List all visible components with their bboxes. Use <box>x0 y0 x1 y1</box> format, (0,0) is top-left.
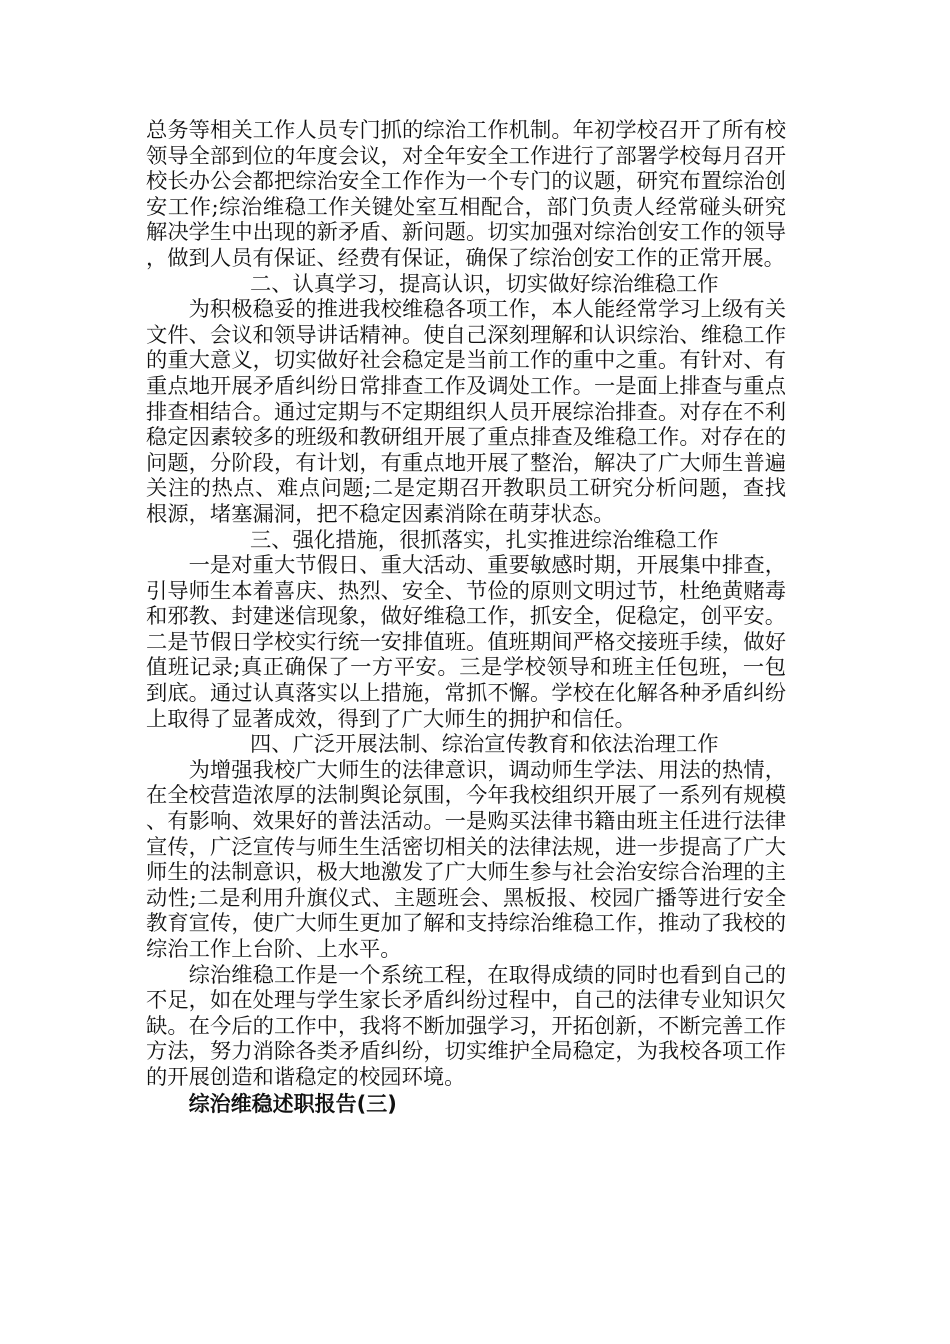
section-heading-2 <box>146 272 786 298</box>
section-title-2: 认真学习，提高认识，切实做好综治维稳工作 <box>292 271 719 297</box>
section-number-2: 二、 <box>250 271 293 297</box>
section-title-4: 广泛开展法制、综治宣传教育和依法治理工作 <box>292 732 719 758</box>
intro-paragraph: 总务等相关工作人员专门抓的综治工作机制。年初学校召开了所有校领导全部到位的年度会议，对全年安全工作进行了部署学校每月召开校长办公会都把综治安全工作作为一个专门的议题，研究布置综治创安工作;综治维稳工作关键处室互相配合，部门负责人经常碰头研究解决学生中出现的新矛盾、新问题。切实加强对综治创安工作的领导，做到人员有保证、经费有保证，确保了综治创安工作的正常开展。 <box>146 118 786 271</box>
section-title-3: 强化措施，很抓落实，扎实推进综治维稳工作 <box>292 527 719 553</box>
closing-paragraph: 综治维稳工作是一个系统工程，在取得成绩的同时也看到自己的不足，如在处理与学生家长矛盾纠纷过程中，自己的法律专业知识欠缺。在今后的工作中，我将不断加强学习，开拓创新，不断完善工作方法，努力消除各类矛盾纠纷，切实维护全局稳定，为我校各项工作的开展创造和谐稳定的校园环境。 <box>146 962 786 1090</box>
section-body-3: 一是对重大节假日、重大活动、重要敏感时期，开展集中排查，引导师生本着喜庆、热烈、安全、节俭的原则文明过节，杜绝黄赌毒和邪教、封建迷信现象，做好维稳工作，抓安全，促稳定，创平安。二是节假日学校实行统一安排值班。值班期间严格交接班手续，做好值班记录;真正确保了一方平安。三是学校领导和班主任包班，一包到底。通过认真落实以上措施，常抓不懈。学校在化解各种矛盾纠纷上取得了显著成效，得到了广大师生的拥护和信任。 <box>146 553 786 732</box>
section-heading-4 <box>146 732 786 758</box>
section-number-4: 四、 <box>250 732 293 758</box>
section-heading-3 <box>146 528 786 554</box>
section-number-3: 三、 <box>250 527 293 553</box>
document-body <box>146 118 786 1117</box>
next-report-title: 综治维稳述职报告(三) <box>188 1091 397 1116</box>
section-body-4: 为增强我校广大师生的法律意识，调动师生学法、用法的热情，在全校营造浓厚的法制舆论氛围，今年我校组织开展了一系列有规模、有影响、效果好的普法活动。一是购买法律书籍由班主任进行法律宣传，广泛宣传与师生生活密切相关的法律法规，进一步提高了广大师生的法制意识，极大地激发了广大师生参与社会治安综合治理的主动性;二是利用升旗仪式、主题班会、黑板报、校园广播等进行安全教育宣传，使广大师生更加了解和支持综治维稳工作，推动了我校的综治工作上台阶、上水平。 <box>146 757 786 962</box>
section-body-2: 为积极稳妥的推进我校维稳各项工作，本人能经常学习上级有关文件、会议和领导讲话精神。使自己深刻理解和认识综治、维稳工作的重大意义，切实做好社会稳定是当前工作的重中之重。有针对、有重点地开展矛盾纠纷日常排查工作及调处工作。一是面上排查与重点排查相结合。通过定期与不定期组织人员开展综治排查。对存在不利稳定因素较多的班级和教研组开展了重点排查及维稳工作。对存在的问题，分阶段，有计划，有重点地开展了整治，解决了广大师生普遍关注的热点、难点问题;二是定期召开教职员工研究分析问题，查找根源，堵塞漏洞，把不稳定因素消除在萌芽状态。 <box>146 297 786 527</box>
